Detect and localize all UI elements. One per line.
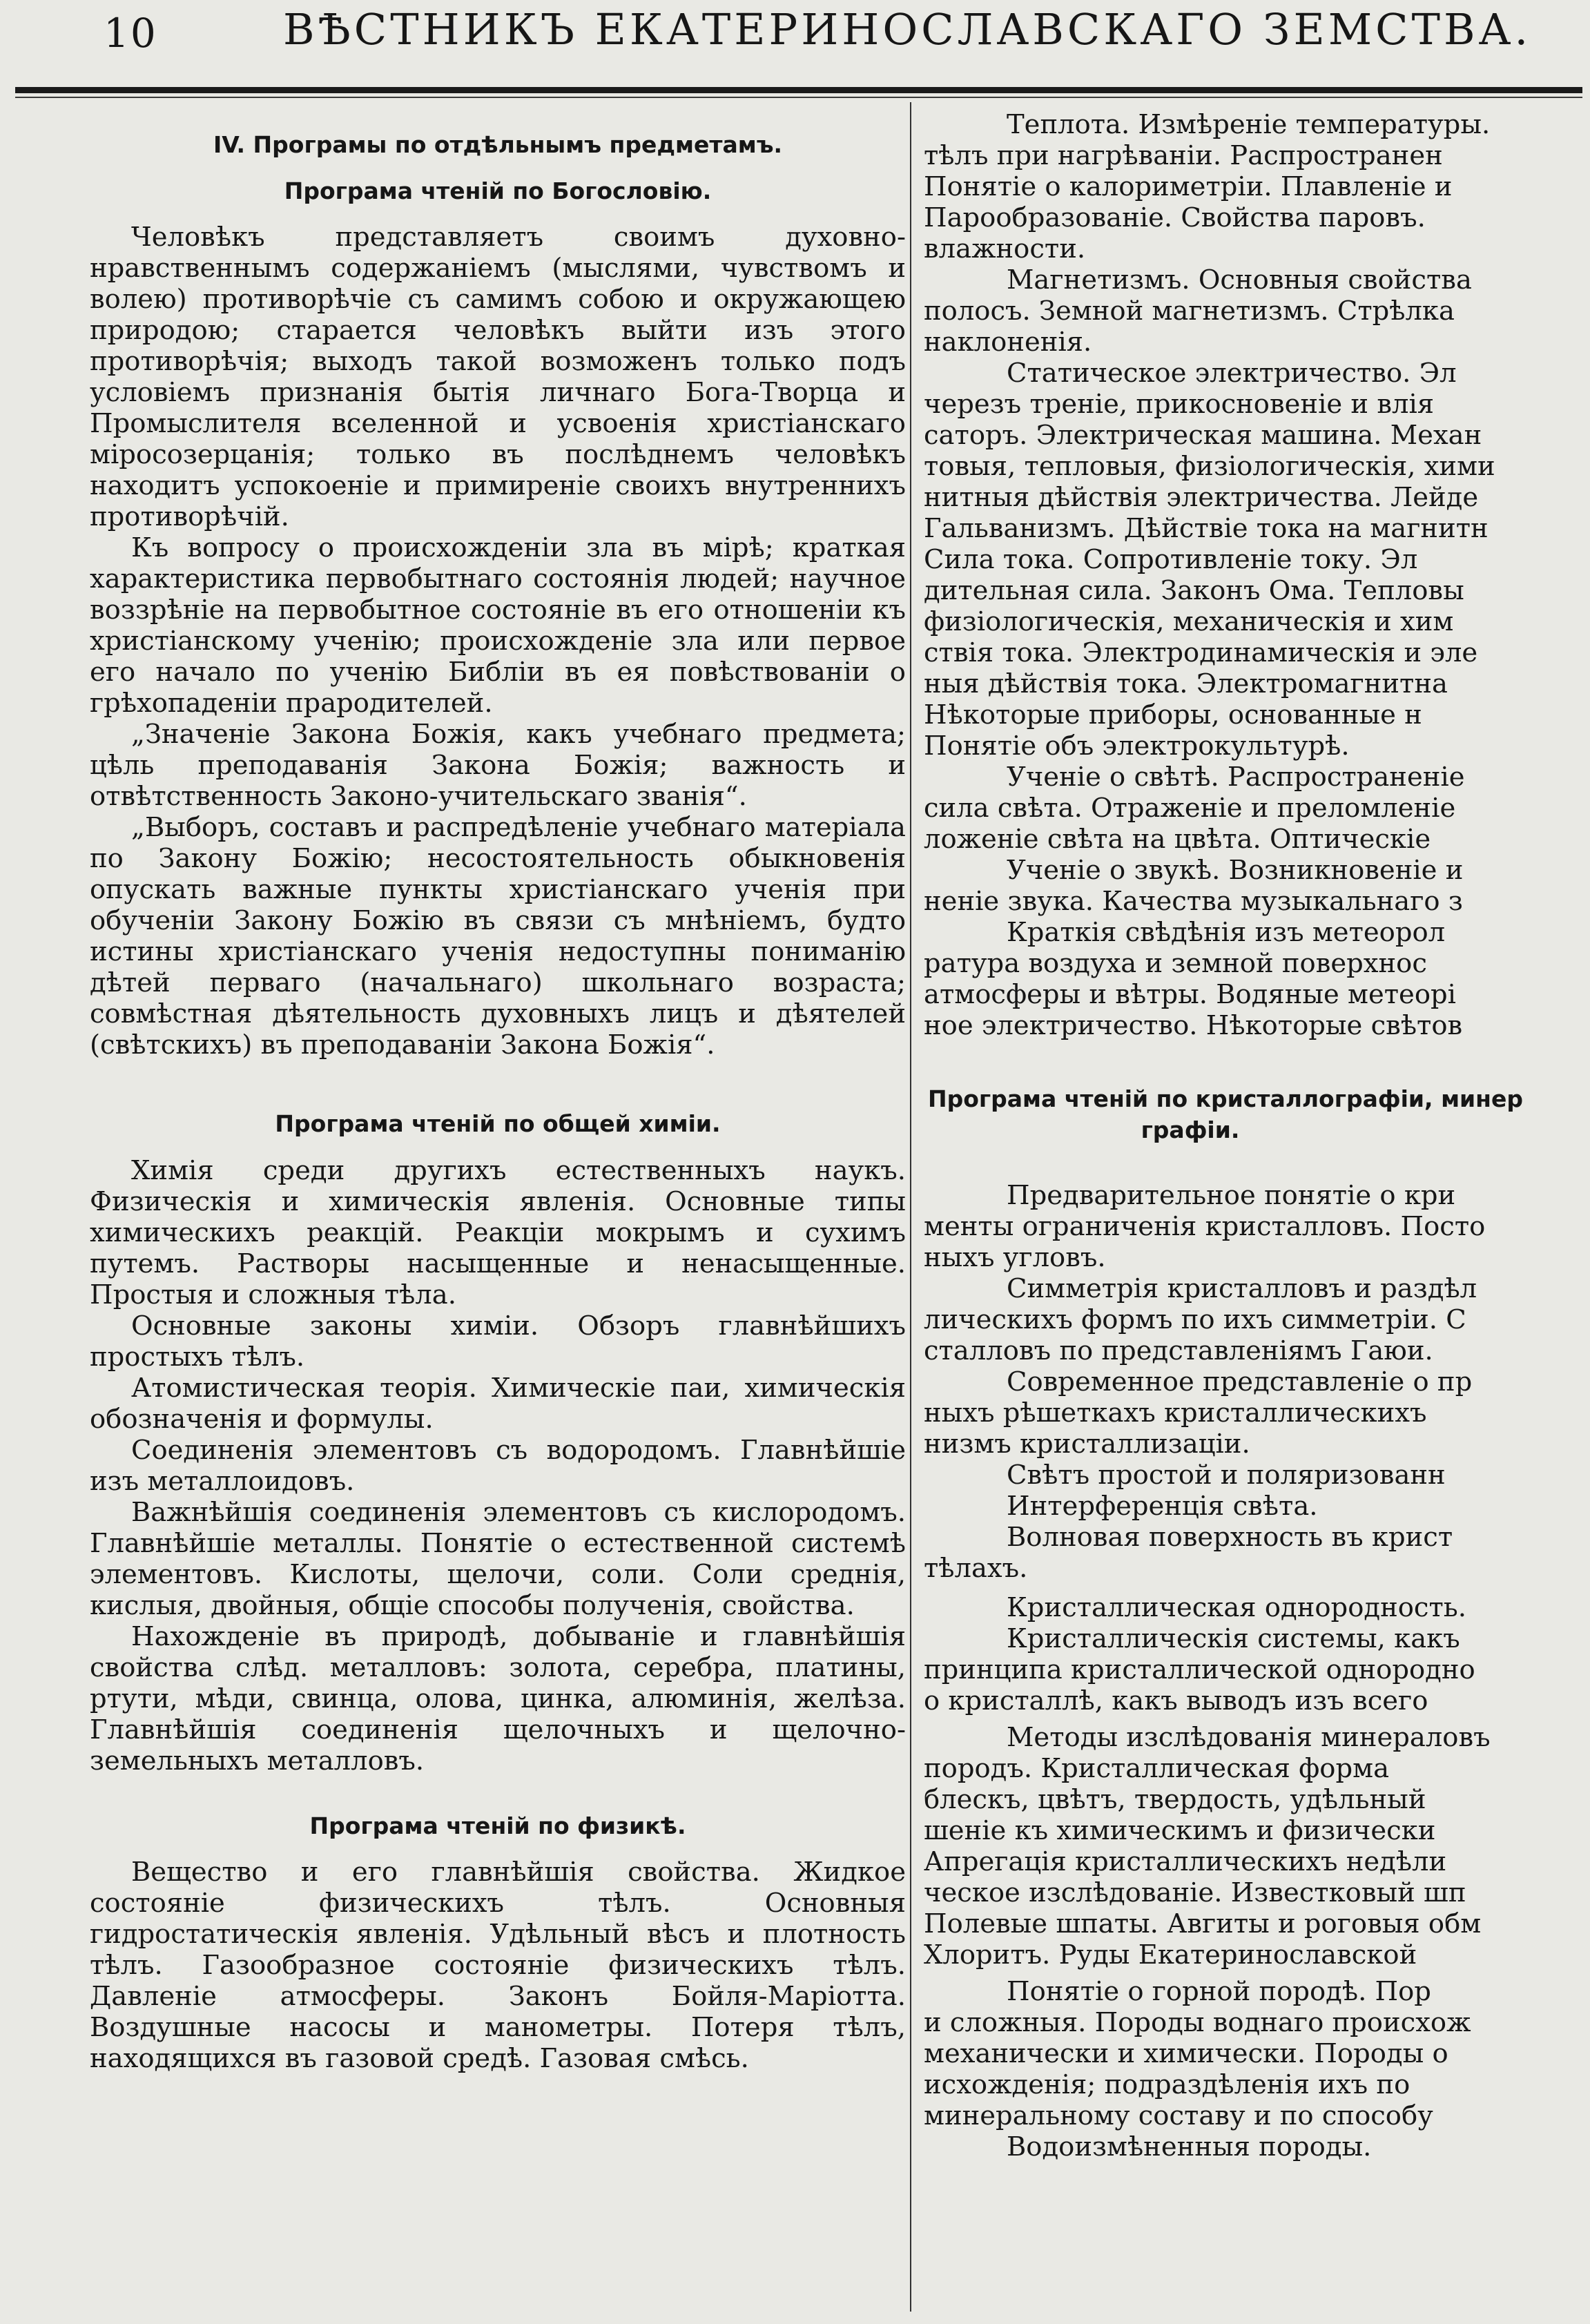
text-line: минеральному составу и по способу — [924, 2100, 1433, 2132]
text-line: Водоизмѣненныя породы. — [1007, 2131, 1372, 2163]
part-heading: IV. Програмы по отдѣльнымъ предметамъ. — [213, 131, 783, 158]
text-line: ческое изслѣдованіе. Известковый шп — [924, 1877, 1466, 1909]
crystal-paragraph-homogeneity — [924, 1592, 1590, 1623]
column-divider — [910, 102, 911, 2312]
text-line: Понятіе о калориметріи. Плавленіе и — [924, 171, 1453, 202]
text-line: Статическое электричество. Эл — [1007, 358, 1457, 389]
chemistry-paragraph-1: Химія среди другихъ естественныхъ наукъ. Физическія и химическія явленія. Основные типы химическихъ реакцій. Реакціи мокрымъ и сухимъ путемъ. Растворы насыщенные и ненасыщенные. Простыя и сложныя тѣла. — [90, 1154, 906, 1310]
text-line: влажности. — [924, 233, 1086, 264]
text-line: Понятіе о горной породѣ. Пор — [1007, 1976, 1431, 2008]
header-rule-thick — [15, 87, 1582, 93]
theology-paragraph-2: Къ вопросу о происхожденіи зла въ мірѣ; краткая характеристика первобытнаго состоянія людей; научное воззрѣніе на первобытное состояніе въ его отношеніи къ христіанскому ученію; происхожденіе зла или первое его начало по ученію Библіи въ ея повѣствованіи о грѣхопаденіи прародителей. — [90, 532, 906, 719]
text-line: Современное представленіе о пр — [1007, 1366, 1473, 1398]
crystallography-heading-line-1: Програма чтеній по кристаллографіи, минер — [928, 1085, 1523, 1112]
text-line: Теплота. Измѣреніе температуры. — [1007, 109, 1491, 140]
text-line: ное электричество. Нѣкоторые свѣтов — [924, 1010, 1463, 1041]
text-line: механически и химически. Породы о — [924, 2038, 1448, 2070]
text-line: Интерференція свѣта. — [1007, 1491, 1318, 1522]
chemistry-paragraph-4: Соединенія элементовъ съ водородомъ. Главнѣйшіе изъ металлоидовъ. — [90, 1434, 906, 1497]
text-line: Краткія свѣдѣнія изъ метеорол — [1007, 917, 1446, 948]
text-line: Ученіе о звукѣ. Возникновеніе и — [1007, 855, 1464, 886]
text-line: лическихъ формъ по ихъ симметріи. С — [924, 1304, 1466, 1336]
text-line: Нѣкоторые приборы, основанные н — [924, 699, 1422, 730]
page-number: 10 — [104, 10, 157, 57]
text-line: атмосферы и вѣтры. Водяные метеорі — [924, 979, 1456, 1010]
header-rule-thin — [15, 97, 1582, 98]
crystal-paragraph-lattices — [924, 1366, 1590, 1460]
text-line: Ученіе о свѣтѣ. Распространеніе — [1007, 762, 1465, 793]
text-line: Понятіе объ электрокультурѣ. — [924, 730, 1350, 762]
physics-continuation-meteorology — [924, 917, 1590, 1041]
text-line: исхожденія; подраздѣленія ихъ по — [924, 2069, 1410, 2101]
text-line: Кристаллическая однородность. — [1007, 1592, 1466, 1624]
chemistry-paragraph-2: Основные законы химіи. Обзоръ главнѣйшихъ простыхъ тѣлъ. — [90, 1310, 906, 1373]
text-line: тѣлъ при нагрѣваніи. Распространен — [924, 140, 1443, 171]
text-line: наклоненія. — [924, 327, 1092, 358]
physics-continuation-sound — [924, 855, 1590, 917]
text-line: Сила тока. Сопротивленіе току. Эл — [924, 544, 1418, 575]
chemistry-paragraph-3: Атомистическая теорія. Химическіе паи, химическія обозначенія и формулы. — [90, 1372, 906, 1435]
chemistry-paragraph-5: Важнѣйшія соединенія элементовъ съ кислородомъ. Главнѣйшіе металлы. Понятіе о естественной системѣ элементовъ. Кислоты, щелочи, соли. Соли среднія, кислыя, двойныя, общіе способы полученія, свойства. — [90, 1496, 906, 1621]
crystal-paragraph-methods — [924, 1722, 1590, 1970]
theology-paragraph-1: Человѣкъ представляетъ своимъ духовно-нравственнымъ содержаніемъ (мыслями, чувствомъ и волею) противорѣчіе съ самимъ собою и окружающею природою; старается человѣкъ выйти изъ этого противорѣчія; выходъ такой возможенъ только подъ условіемъ признанія бытія личнаго Бога-Творца и Промыслителя вселенной и усвоенія христіанскаго міросозерцанія; только въ послѣднемъ человѣкъ находитъ успокоеніе и примиреніе своихъ внутреннихъ противорѣчій. — [90, 222, 906, 533]
text-line: черезъ треніе, прикосновеніе и влія — [924, 389, 1435, 420]
text-line: сталловъ по представленіямъ Гаюи. — [924, 1335, 1433, 1367]
crystal-paragraph-intro — [924, 1180, 1590, 1273]
text-line: неніе звука. Качества музыкальнаго з — [924, 886, 1463, 917]
text-line: Гальванизмъ. Дѣйствіе тока на магнитн — [924, 513, 1489, 544]
text-line: ныхъ угловъ. — [924, 1242, 1106, 1274]
text-line: принципа кристаллической однородно — [924, 1654, 1475, 1686]
crystal-paragraph-altered-rocks — [924, 2131, 1590, 2162]
left-column — [90, 104, 906, 2306]
theology-heading: Програма чтеній по Богословію. — [284, 177, 712, 204]
text-line: товыя, тепловыя, физіологическія, хими — [924, 451, 1495, 482]
physics-continuation-light — [924, 762, 1590, 855]
text-line: Свѣтъ простой и поляризованн — [1007, 1460, 1446, 1491]
chemistry-heading: Програма чтеній по общей химіи. — [275, 1110, 721, 1138]
text-line: Волновая поверхность въ крист — [1007, 1522, 1453, 1553]
text-line: Магнетизмъ. Основныя свойства — [1007, 264, 1472, 296]
text-line: и сложныя. Породы воднаго происхож — [924, 2007, 1471, 2039]
text-line: нитныя дѣйствія электричества. Лейде — [924, 482, 1479, 513]
running-title: ВѢСТНИКЪ ЕКАТЕРИНОСЛАВСКАГО ЗЕМСТВА. — [283, 4, 1532, 55]
text-line: менты ограниченія кристалловъ. Посто — [924, 1211, 1486, 1243]
text-line: ложеніе свѣта на цвѣта. Оптическіе — [924, 824, 1431, 855]
text-line: сила свѣта. Отраженіе и преломленіе — [924, 793, 1456, 824]
text-line: тѣлахъ. — [924, 1553, 1028, 1585]
theology-paragraph-4: „Выборъ, составъ и распредѣленіе учебнаго матеріала по Закону Божію; несостоятельность обыкновенія опускать важные пункты христіанскаго ученія при обученіи Закону Божію въ связи съ мнѣніемъ, будто истины христіанскаго ученія недоступны пониманію дѣтей перваго (начальнаго) школьнаго возраста; совмѣстная дѣятельность духовныхъ лицъ и дѣятелей (свѣтскихъ) въ преподаваніи Закона Божія“. — [90, 812, 906, 1061]
text-line: ствія тока. Электродинамическія и эле — [924, 637, 1478, 668]
physics-continuation-heat — [924, 109, 1590, 264]
text-line: Методы изслѣдованія минераловъ — [1007, 1722, 1491, 1754]
crystallography-heading-line-2: графіи. — [1141, 1116, 1240, 1143]
crystal-paragraph-rocks — [924, 1976, 1590, 2131]
text-line: Апрегація кристаллическихъ недѣли — [924, 1846, 1447, 1878]
text-line: породъ. Кристаллическая форма — [924, 1753, 1390, 1785]
text-line: ныхъ рѣшеткахъ кристаллическихъ — [924, 1397, 1427, 1429]
text-line: дительная сила. Законъ Ома. Тепловы — [924, 575, 1464, 606]
text-line: Парообразованіе. Свойства паровъ. — [924, 202, 1426, 233]
physics-continuation-electricity — [924, 358, 1590, 762]
text-line: Симметрія кристалловъ и раздѣл — [1007, 1273, 1477, 1305]
text-line: полосъ. Земной магнетизмъ. Стрѣлка — [924, 296, 1455, 327]
physics-heading: Програма чтеній по физикѣ. — [309, 1812, 686, 1839]
crystallography-heading — [924, 1084, 1590, 1145]
text-line: блескъ, цвѣтъ, твердость, удѣльный — [924, 1784, 1426, 1816]
right-column — [924, 104, 1590, 2306]
text-line: Хлоритъ. Руды Екатеринославской — [924, 1939, 1417, 1971]
crystal-paragraph-systems — [924, 1623, 1590, 1716]
text-line: о кристаллѣ, какъ выводъ изъ всего — [924, 1685, 1428, 1717]
theology-paragraph-3: „Значеніе Закона Божія, какъ учебнаго предмета; цѣль преподаванія Закона Божія; важность и отвѣтственность Законо-учительскаго званія“. — [90, 719, 906, 813]
text-line: ныя дѣйствія тока. Электромагнитна — [924, 668, 1448, 699]
crystal-paragraph-wave-surface — [924, 1522, 1590, 1584]
text-line: Кристаллическія системы, какъ — [1007, 1623, 1460, 1655]
text-line: Предварительное понятіе о кри — [1007, 1180, 1456, 1212]
text-line: низмъ кристаллизаціи. — [924, 1429, 1250, 1460]
chemistry-paragraph-6: Нахожденіе въ природѣ, добываніе и главнѣйшія свойства слѣд. металловъ: золота, серебра, платины, ртути, мѣди, свинца, олова, цинка, алюминія, желѣза. Главнѣйшія соединенія щелочныхъ и щелочно-земельныхъ металловъ. — [90, 1620, 906, 1776]
text-line: ратура воздуха и земной поверхнос — [924, 948, 1427, 979]
text-line: Полевые шпаты. Авгиты и роговыя обм — [924, 1908, 1482, 1940]
text-line: саторъ. Электрическая машина. Механ — [924, 420, 1482, 451]
text-line: шеніе къ химическимъ и физически — [924, 1815, 1436, 1847]
physics-continuation-magnetism — [924, 264, 1590, 358]
crystal-paragraph-symmetry — [924, 1273, 1590, 1366]
crystal-paragraph-light — [924, 1460, 1590, 1522]
text-line: физіологическія, механическія и хим — [924, 606, 1454, 637]
physics-paragraph-1: Вещество и его главнѣйшія свойства. Жидкое состояніе физическихъ тѣлъ. Основныя гидростатическія явленія. Удѣльный вѣсъ и плотность тѣлъ. Газообразное состояніе физическихъ тѣлъ. Давленіе атмосферы. Законъ Бойля-Маріотта. Воздушные насосы и манометры. Потеря тѣлъ, находящихся въ газовой средѣ. Газовая смѣсь. — [90, 1857, 906, 2075]
